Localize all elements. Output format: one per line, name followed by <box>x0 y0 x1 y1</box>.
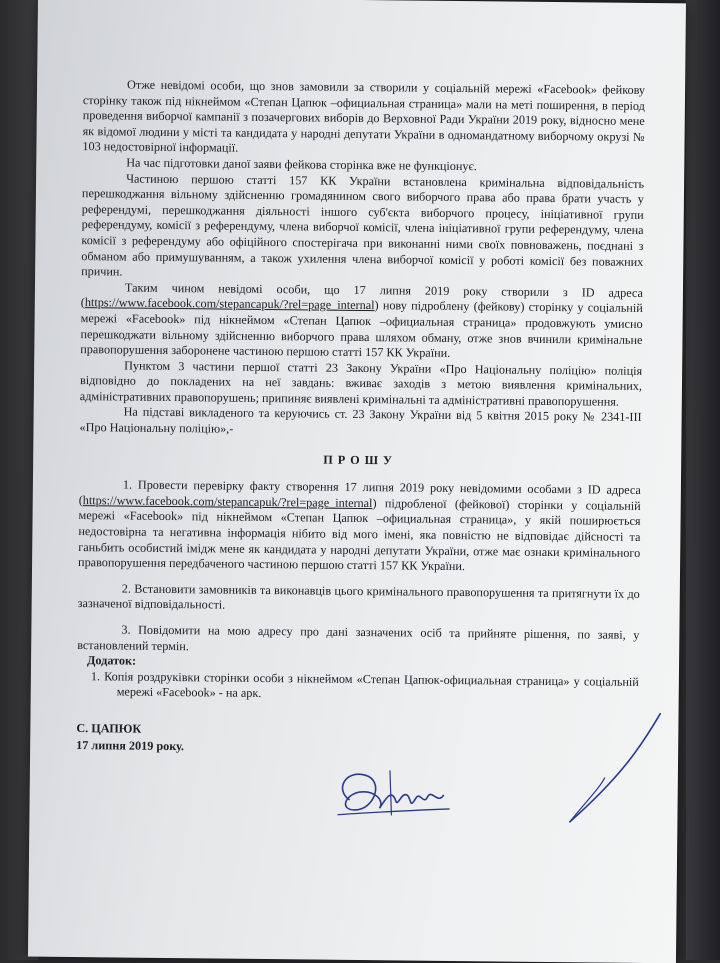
handwritten-signature <box>329 760 460 831</box>
paragraph-police-law: Пунктом 3 частини першої статті 23 Закону України «Про Національну поліцію» поліція відповідно до покладених на неї завдань: вживає заходів з метою виявлення кримінальних, адміністративних правопорушень; припиняє виявлені кримінальні та адміністративні правопорушення. <box>79 358 643 409</box>
signature-flourish <box>529 707 670 828</box>
paragraph-text: Таким чином невідомі особи, що 17 липня 2019 року створили з ID адреса ( <box>80 280 644 310</box>
document-page <box>28 0 686 963</box>
facebook-link[interactable]: https://www.facebook.com/stepancapuk/?rel=page_internal <box>82 492 373 510</box>
request-item-3: 3. Повідомити на мою адресу про дані зазначених осіб та прийняте рішення, по заяві, у встановлений термін. <box>77 622 640 653</box>
paragraph-page-inactive: На час підготовки даної заяви фейкова сторінка вже не функціонує. <box>126 155 477 174</box>
request-text: ) підробленої (фейкової) сторінки у соціальній мережі «Facebook» під нікнеймом «Степан Цапюк –официальная страница», у якій поширюється недостовірна та негативна інформація нібито від мого імені, яка повністю не відповідає дійсності та ганьбить особистий імідж мене як кандидата у народні депутати України, отже має ознаки кримінального правопорушення передбаченого частиною першою статті 157 КК України. <box>78 495 641 574</box>
document-body <box>76 77 645 760</box>
attachment-item: 1. Копія роздруківки сторінки особи з нікнеймом «Степан Цапюк-официальная страница» у соціальній мережі «Facebook» - на арк. <box>90 668 639 701</box>
paragraph-text: ) нову підроблену (фейкову) сторінку у соціальній мережі «Facebook» під нікнеймом «Степан Цапюк –официальная страница» продовжують умисно перешкоджати вільному здійсненню виборчого права шляхом обману, отже знов вчинили кримінальне правопорушення заборонене частиною першою статті 157 КК України. <box>80 298 643 361</box>
paragraph-fake-page: Отже невідомі особи, що знов замовили за створили у соціальній мережі «Facebook» фейкову сторінку також під нікнеймом «Степан Цапюк –официальная страница» мали на меті поширення, в період проведення виборчої кампанії з позачергових виборів до Верховної Ради України 2019 року, відносно мене як відомої людини у місті та кандидата у народні депутати України в одномандатному виборчому окрузі № 103 недостовірної інформації. <box>82 77 646 156</box>
paragraph-article-157: Частиною першою статті 157 КК України встановлена кримінальна відповідальність перешкоджання вільному здійсненню громадянином свого виборчого права або права брати участь у референдумі, перешкоджання діяльності іншого суб'єкта виборчого процесу, ініціативної групи референдуму, комісії з референдуму, члена виборчої комісії, члена ініціативної групи референдуму, члена комісії з референдуму або офіційного спостерігача при виконанні ними своїх повноважень, поєднані з обманом або примушуванням, а також ухилення члена виборчої комісії у роботі комісії без поважних причин. <box>81 171 645 279</box>
facebook-link[interactable]: https://www.facebook.com/stepancapuk/?rel=page_internal <box>84 295 375 313</box>
request-item-1 <box>78 477 641 576</box>
request-text: 1. Провести перевірку факту створення 17 липня 2019 року невідомими особами з ID адреса ( <box>78 477 641 507</box>
signature-date: 17 липня 2019 року. <box>76 738 185 754</box>
background-right <box>686 0 720 960</box>
paragraph-basis: На підставі викладеного та керуючись ст. 23 Закону України від 5 квітня 2015 року № 2341-ІІІ «Про Національну поліцію»,- <box>79 404 642 436</box>
request-heading: ПРОШУ <box>323 452 398 468</box>
signer-name: С. ЦАПЮК <box>76 721 142 736</box>
paragraph-new-fake-page <box>80 280 643 364</box>
attachment-title: Додаток: <box>86 653 137 668</box>
request-item-2: 2. Встановити замовників та виконавців цього кримінального правопорушення та притягнути їх до зазначеної відповідальності. <box>77 581 640 613</box>
